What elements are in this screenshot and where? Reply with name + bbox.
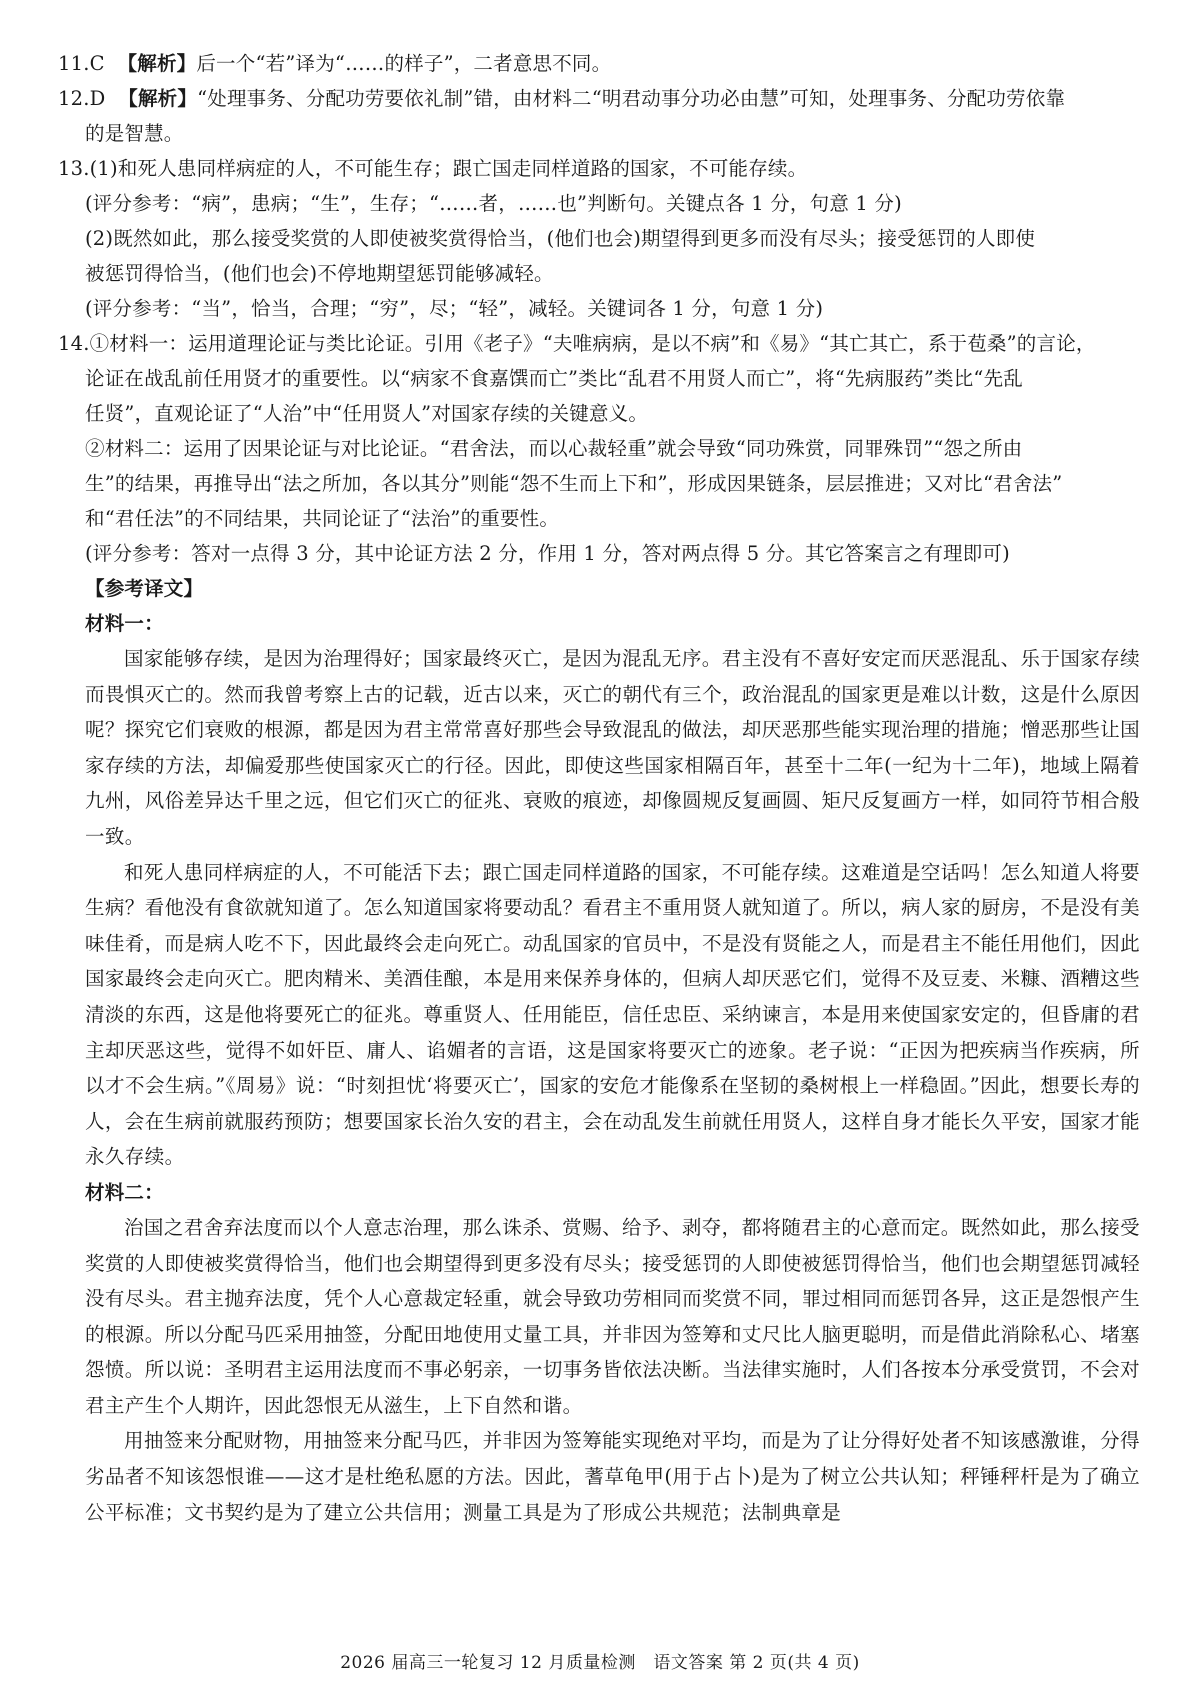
answer-12 — [58, 81, 1140, 116]
material-2-title: 材料二： — [85, 1180, 164, 1204]
analysis-text: “处理事务、分配功劳要依礼制”错，由材料二“明君动事分功必由慧”可知，处理事务、分配功劳依靠 — [197, 87, 1066, 110]
material-1-paragraph-1: 国家能够存续，是因为治理得好；国家最终灭亡，是因为混乱无序。君主没有不喜好安定而厌恶混乱、乐于国家存续而畏惧灭亡的。然而我曾考察上古的记载，近古以来，灭亡的朝代有三个，政治混乱的国家更是难以计数，这是什么原因呢？探究它们衰败的根源，都是因为君主常常喜好那些会导致混乱的做法，却厌恶那些能实现治理的措施；憎恶那些让国家存续的方法，却偏爱那些使国家灭亡的行径。因此，即使这些国家相隔百年，甚至十二年(一纪为十二年)，地域上隔着九州，风俗差异达千里之远，但它们灭亡的征兆、衰败的痕迹，却像圆规反复画圆、矩尺反复画方一样，如同符节相合般一致。 — [85, 647, 1140, 848]
question-number: 11.C — [58, 52, 105, 75]
answer-12-cont: 的是智慧。 — [85, 122, 184, 145]
answer-13-1: 13.(1)和死人患同样病症的人，不可能生存；跟亡国走同样道路的国家，不可能存续。 — [58, 157, 808, 180]
answer-13-2: (2)既然如此，那么接受奖赏的人即使被奖赏得恰当，(他们也会)期望得到更多而没有尽头；接受惩罚的人即使 — [85, 227, 1036, 250]
answer-14-2-cont2: 和“君任法”的不同结果，共同论证了“法治”的重要性。 — [85, 507, 560, 530]
answer-13-2-cont: 被惩罚得恰当，(他们也会)不停地期望惩罚能够减轻。 — [85, 262, 554, 285]
analysis-tag: 【解析】 — [118, 87, 198, 110]
answer-13-score-1: (评分参考：“病”，患病；“生”，生存；“……者，……也”判断句。关键点各 1 分，句意 1 分) — [85, 192, 902, 215]
material-1-title: 材料一： — [85, 612, 164, 635]
translation-heading: 【参考译文】 — [85, 577, 204, 600]
page-footer: 2026 届高三一轮复习 12 月质量检测 语文答案 第 2 页(共 4 页) — [340, 1653, 860, 1673]
material-2-paragraph-2: 用抽签来分配财物，用抽签来分配马匹，并非因为签筹能实现绝对平均，而是为了让分得好处者不知该感激谁，分得劣品者不知该怨恨谁——这才是杜绝私愿的方法。因此，蓍草龟甲(用于占卜)是为了树立公共认知；秤锤秤杆是为了确立公平标准；文书契约是为了建立公共信用；测量工具是为了形成公共规范；法制典章是 — [85, 1429, 1140, 1524]
answer-14-score: (评分参考：答对一点得 3 分，其中论证方法 2 分，作用 1 分，答对两点得 5 分。其它答案言之有理即可) — [85, 542, 1010, 565]
answer-14-2-cont: 生”的结果，再推导出“法之所加，各以其分”则能“怨不生而上下和”，形成因果链条，层层推进；又对比“君舍法” — [85, 472, 1063, 495]
answer-14-2: ②材料二：运用了因果论证与对比论证。“君舍法，而以心裁轻重”就会导致“同功殊赏，同罪殊罚”“怨之所由 — [85, 437, 1023, 460]
material-1-paragraph-2: 和死人患同样病症的人，不可能活下去；跟亡国走同样道路的国家，不可能存续。这难道是空话吗！怎么知道人将要生病？看他没有食欲就知道了。怎么知道国家将要动乱？看君主不重用贤人就知道了。所以，病人家的厨房，不是没有美味佳肴，而是病人吃不下，因此最终会走向死亡。动乱国家的官员中，不是没有贤能之人，而是君主不能任用他们，因此国家最终会走向灭亡。肥肉精米、美酒佳酿，本是用来保养身体的，但病人却厌恶它们，觉得不及豆麦、米糠、酒糟这些清淡的东西，这是他将要死亡的征兆。尊重贤人、任用能臣，信任忠臣、采纳谏言，本是用来使国家安定的，但昏庸的君主却厌恶这些，觉得不如奸臣、庸人、谄媚者的言语，这是国家将要灭亡的迹象。老子说：“正因为把疾病当作疾病，所以才不会生病。”《周易》说：“时刻担忧‘将要灭亡’，国家的安危才能像系在坚韧的桑树根上一样稳固。”因此，想要长寿的人，会在生病前就服药预防；想要国家长治久安的君主，会在动乱发生前就任用贤人，这样自身才能长久平安，国家才能永久存续。 — [85, 860, 1140, 1169]
answer-14-1: 14.①材料一：运用道理论证与类比论证。引用《老子》“夫唯病病，是以不病”和《易》“其亡其亡，系于苞桑”的言论， — [58, 332, 1096, 355]
analysis-text: 后一个“若”译为“……的样子”，二者意思不同。 — [196, 52, 612, 75]
answer-13-score-2: (评分参考：“当”，恰当，合理；“穷”，尽；“轻”，减轻。关键词各 1 分，句意 1 分) — [85, 297, 824, 320]
answer-11 — [58, 46, 1140, 81]
answer-14-1-cont: 论证在战乱前任用贤才的重要性。以“病家不食嘉馔而亡”类比“乱君不用贤人而亡”，将“先病服药”类比“先乱 — [85, 367, 1023, 390]
material-2-paragraph-1: 治国之君舍弃法度而以个人意志治理，那么诛杀、赏赐、给予、剥夺，都将随君主的心意而定。既然如此，那么接受奖赏的人即使被奖赏得恰当，他们也会期望得到更多没有尽头；接受惩罚的人即使被惩罚得恰当，他们也会期望惩罚减轻没有尽头。君主抛弃法度，凭个人心意裁定轻重，就会导致功劳相同而奖赏不同，罪过相同而惩罚各异，这正是怨恨产生的根源。所以分配马匹采用抽签，分配田地使用丈量工具，并非因为签筹和丈尺比人脑更聪明，而是借此消除私心、堵塞怨愤。所以说：圣明君主运用法度而不事必躬亲，一切事务皆依法决断。当法律实施时，人们各按本分承受赏罚，不会对君主产生个人期许，因此怨恨无从滋生，上下自然和谐。 — [85, 1215, 1140, 1417]
analysis-tag: 【解析】 — [117, 52, 197, 75]
question-number: 12.D — [58, 87, 106, 110]
answer-14-1-cont2: 任贤”，直观论证了“人治”中“任用贤人”对国家存续的关键意义。 — [85, 402, 649, 425]
